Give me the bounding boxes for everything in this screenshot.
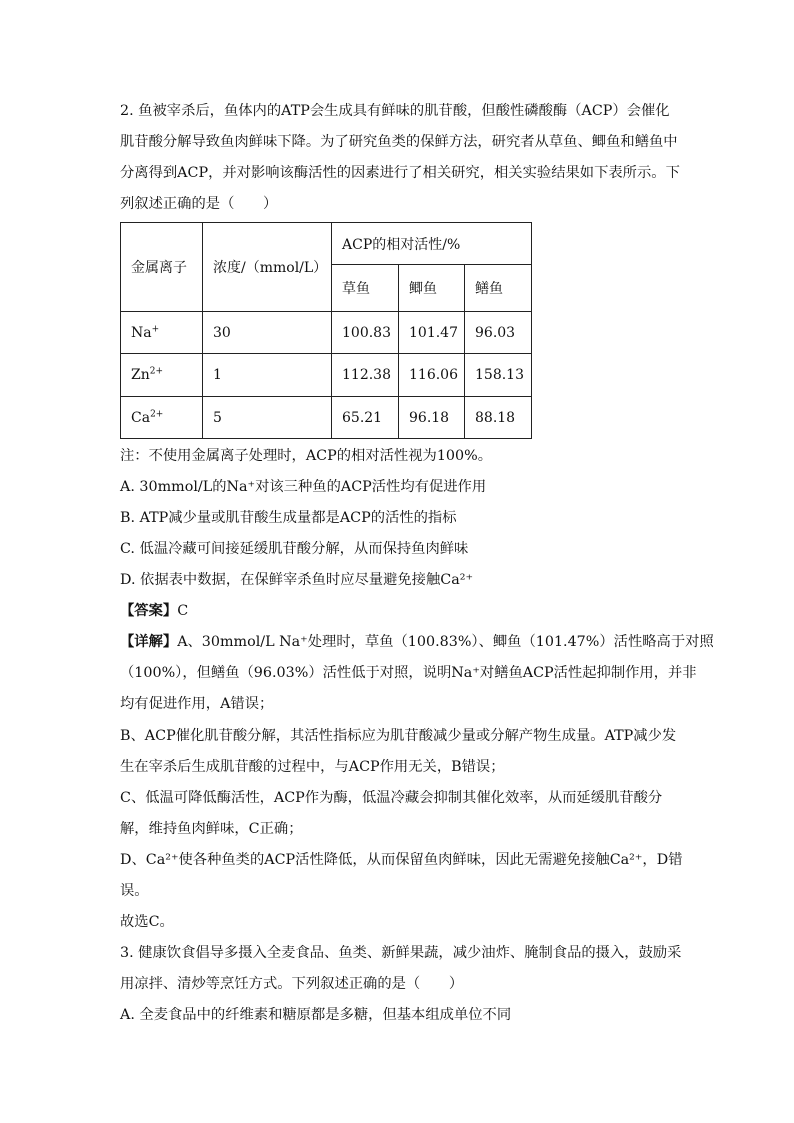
ion-symbol: Na bbox=[131, 324, 152, 341]
detail-line-6: C、低温可降低酶活性，ACP作为酶，低温冷藏会抑制其催化效率，从而延缓肌苷酸分 bbox=[120, 790, 663, 806]
ion-charge: 2+ bbox=[149, 366, 164, 377]
detail-line-4: B、ACP催化肌苷酸分解，其活性指标应为肌苷酸减少量或分解产物生成量。ATP减少发 bbox=[120, 728, 677, 744]
detail-line-10: 故选C。 bbox=[120, 914, 174, 930]
ion-charge: 2+ bbox=[150, 408, 164, 419]
q3-option-a: A. 全麦食品中的纤维素和糖原都是多糖，但基本组成单位不同 bbox=[120, 1007, 512, 1023]
answer-line bbox=[120, 601, 188, 621]
q3-stem-line-2: 用凉拌、清炒等烹饪方式。下列叙述正确的是（ ） bbox=[120, 976, 464, 992]
q3-stem-line-1: 3. 健康饮食倡导多摄入全麦食品、鱼类、新鲜果蔬，减少油炸、腌制食品的摄入，鼓励采 bbox=[120, 945, 682, 961]
conc-cell: 30 bbox=[203, 312, 332, 354]
q2-stem-line-2: 肌苷酸分解导致鱼肉鲜味下降。为了研究鱼类的保鲜方法，研究者从草鱼、鲫鱼和鳝鱼中 bbox=[120, 134, 678, 150]
table-row bbox=[121, 397, 532, 439]
ion-symbol: Zn bbox=[131, 367, 150, 383]
detail-label: 【详解】 bbox=[120, 634, 178, 650]
header-metal-ion: 金属离子 bbox=[121, 223, 203, 312]
detail-line-9: 误。 bbox=[120, 883, 149, 899]
value-cell: 65.21 bbox=[332, 397, 399, 439]
header-concentration: 浓度/（mmol/L） bbox=[203, 223, 332, 312]
q2-stem-line-3: 分离得到ACP，并对影响该酶活性的因素进行了相关研究，相关实验结果如下表所示。下 bbox=[120, 165, 680, 181]
detail-line-5: 生在宰杀后生成肌苷酸的过程中，与ACP作用无关，B错误； bbox=[120, 759, 505, 775]
q2-stem-line-4: 列叙述正确的是（ ） bbox=[120, 196, 278, 212]
q2-stem-line-1: 2. 鱼被宰杀后，鱼体内的ATP会生成具有鲜味的肌苷酸，但酸性磷酸酶（ACP）会催化 bbox=[120, 103, 670, 119]
table-note: 注：不使用金属离子处理时，ACP的相对活性视为100%。 bbox=[120, 448, 492, 464]
header-acp-activity: ACP的相对活性/% bbox=[332, 223, 532, 265]
value-cell: 100.83 bbox=[332, 312, 399, 354]
option-d: D. 依据表中数据，在保鲜宰杀鱼时应尽量避免接触Ca²⁺ bbox=[120, 572, 474, 588]
acp-activity-table bbox=[120, 222, 532, 439]
ion-charge: + bbox=[151, 323, 160, 334]
answer-label: 【答案】 bbox=[120, 603, 178, 619]
option-a: A. 30mmol/L的Na⁺对该三种鱼的ACP活性均有促进作用 bbox=[120, 479, 487, 495]
detail-text: A、30mmol/L Na⁺处理时，草鱼（100.83%）、鲫鱼（101.47%）活性略高于对照 bbox=[177, 634, 714, 650]
value-cell: 116.06 bbox=[399, 354, 465, 397]
value-cell: 96.18 bbox=[399, 397, 465, 439]
conc-cell: 5 bbox=[203, 397, 332, 439]
detail-line-3: 均有促进作用，A错误； bbox=[120, 696, 274, 712]
ion-cell bbox=[121, 312, 203, 354]
answer-value: C bbox=[177, 603, 189, 619]
value-cell: 88.18 bbox=[465, 397, 532, 439]
detail-line-2: （100%），但鳝鱼（96.03%）活性低于对照，说明Na⁺对鳝鱼ACP活性起抑制作用，并非 bbox=[120, 665, 697, 681]
detail-line-8: D、Ca²⁺使各种鱼类的ACP活性降低，从而保留鱼肉鲜味，因此无需避免接触Ca²⁺，D错 bbox=[120, 852, 683, 868]
conc-cell: 1 bbox=[203, 354, 332, 397]
value-cell: 112.38 bbox=[332, 354, 399, 397]
option-b: B. ATP减少量或肌苷酸生成量都是ACP的活性的指标 bbox=[120, 510, 457, 526]
header-fish-grass-carp: 草鱼 bbox=[332, 265, 399, 312]
detail-line-1 bbox=[120, 632, 714, 652]
value-cell: 158.13 bbox=[465, 354, 532, 397]
table-row bbox=[121, 354, 532, 397]
option-c: C. 低温冷藏可间接延缓肌苷酸分解，从而保持鱼肉鲜味 bbox=[120, 541, 469, 557]
header-fish-crucian-carp: 鲫鱼 bbox=[399, 265, 465, 312]
table-row bbox=[121, 312, 532, 354]
value-cell: 101.47 bbox=[399, 312, 465, 354]
ion-cell bbox=[121, 397, 203, 439]
value-cell: 96.03 bbox=[465, 312, 532, 354]
ion-cell bbox=[121, 354, 203, 397]
header-fish-eel: 鳝鱼 bbox=[465, 265, 532, 312]
ion-symbol: Ca bbox=[131, 409, 151, 426]
detail-line-7: 解，维持鱼肉鲜味，C正确； bbox=[120, 821, 303, 837]
